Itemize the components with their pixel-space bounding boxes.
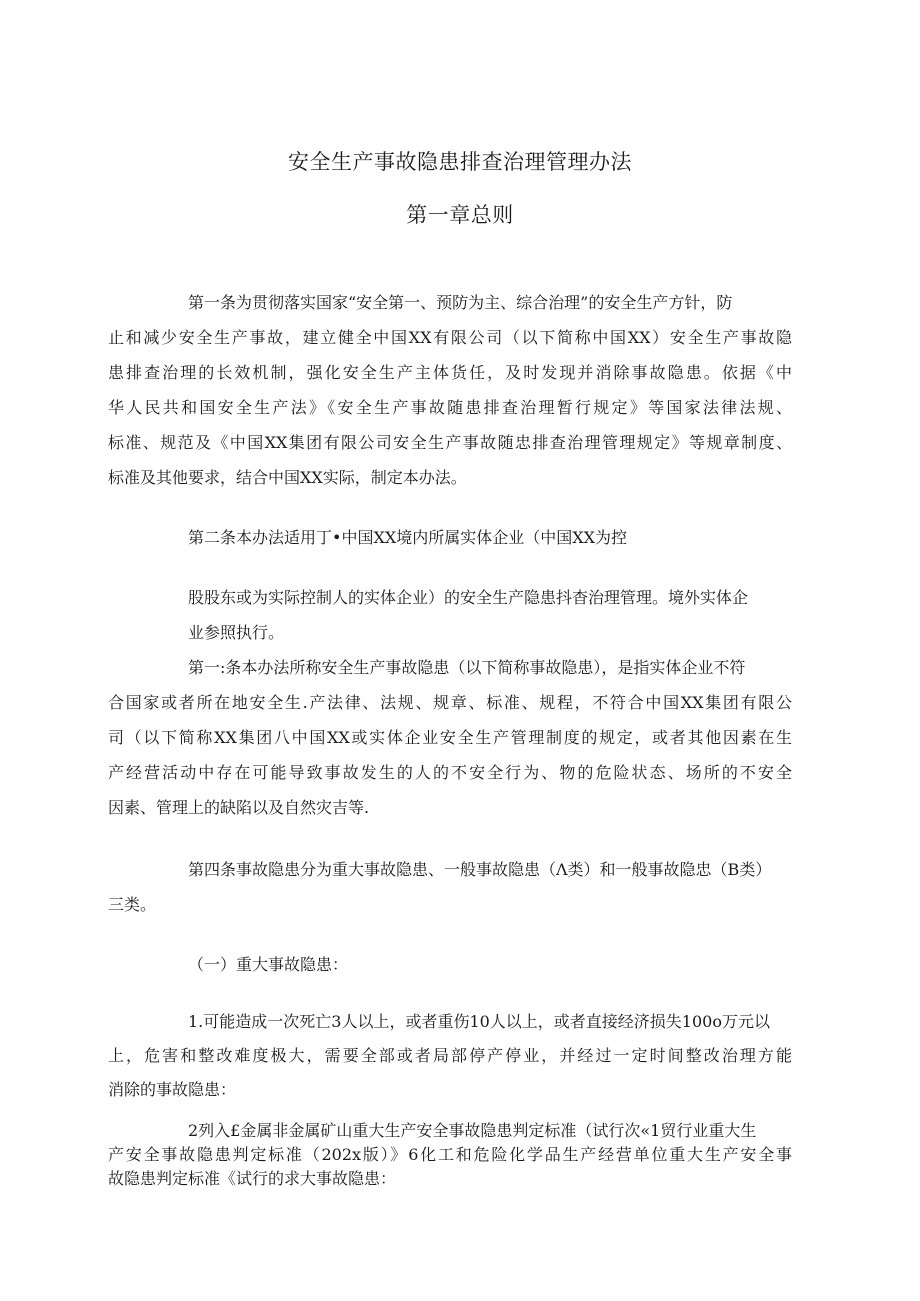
paragraph-line: 标准、规范及《中国XX集团有限公司安全生产事故随忠排查治理管理规定》等规章制度、 xyxy=(108,433,792,452)
paragraph-line: 2列入£金属非金属矿山重大生产安全事故隐患判定标准（试行次«1贸行业重大生 xyxy=(188,1121,757,1140)
paragraph-line: 业参照执行。 xyxy=(188,623,285,642)
paragraph-line: 第二条本办法适用丁•中国XX境内所属实体企业（中国XX为控 xyxy=(188,528,628,547)
paragraph-line: 患排查治理的长效机制，强化安全生产主体货任，及时发现并消除事故隐患。依据《中 xyxy=(108,363,792,382)
paragraph-line: 因素、管理上的缺陷以及自然灾吉等. xyxy=(108,798,370,817)
paragraph-line: 标准及其他要求，结合中国XX实际，制定本办法。 xyxy=(108,468,467,487)
paragraph-line: 三类。 xyxy=(108,895,157,914)
paragraph-line: 止和减少安全生产事故，建立健全中国XX有限公司（以下简称中国XX）安全生产事故隐 xyxy=(108,328,792,347)
paragraph-line: 消除的事故隐患： xyxy=(108,1080,237,1099)
paragraph-line: 上，危害和整改难度极大，需要全部或者局部停产停业，并经过一定时间整改治理方能 xyxy=(108,1046,792,1065)
paragraph-line: 产安全事故隐患判定标准（202x版）》6化工和危险化学品生产经营单位重大生产安全事 xyxy=(108,1145,792,1164)
paragraph-line: 产经营活动中存在可能导致事故发生的人的不安全行为、物的危险状态、场所的不安全 xyxy=(108,763,792,782)
paragraph-line: 故隐患判定标准《试行的求大事故隐患： xyxy=(108,1169,397,1188)
document-title: 安全生产事故隐患排查治理管理办法 xyxy=(288,150,632,174)
paragraph-line: 第四条事故隐患分为重大事故隐患、一般事故隐患（Λ类）和一般事故隐忠（B类） xyxy=(188,860,772,879)
paragraph-line: 股股东或为实际控制人的实体企业）的安全生产隐患抖杳治理管理。境外实体企 xyxy=(188,588,749,607)
paragraph-line: 1.可能造成一次死亡3人以上，或者重伤10人以上，或者直接经济损失100o万元以 xyxy=(188,1012,770,1031)
paragraph-line: 司（以下简称XX集团八中国XX或实体企业安全生产管理制度的规定，或者其他因素在生 xyxy=(108,728,792,747)
paragraph-line: 第一条为贯彻落实国家“安全第一、预防为主、综合治理”的安全生产方针，防 xyxy=(188,293,733,312)
chapter-heading: 第一章总则 xyxy=(406,203,514,227)
paragraph-line: 第一:条本办法所称安全生产事故隐患（以下简称事故隐患），是指实体企业不符 xyxy=(188,658,746,677)
section-heading: （一）重大事故隐患： xyxy=(188,955,349,974)
paragraph-line: 合国家或者所在地安全生.产法律、法规、规章、标准、规程，不符合中国XX集团有限公 xyxy=(108,693,792,712)
paragraph-line: 华人民共和国安全生产法》《安全生产事故随患排查治理暂行规定》等国家法律法规、 xyxy=(108,398,792,417)
